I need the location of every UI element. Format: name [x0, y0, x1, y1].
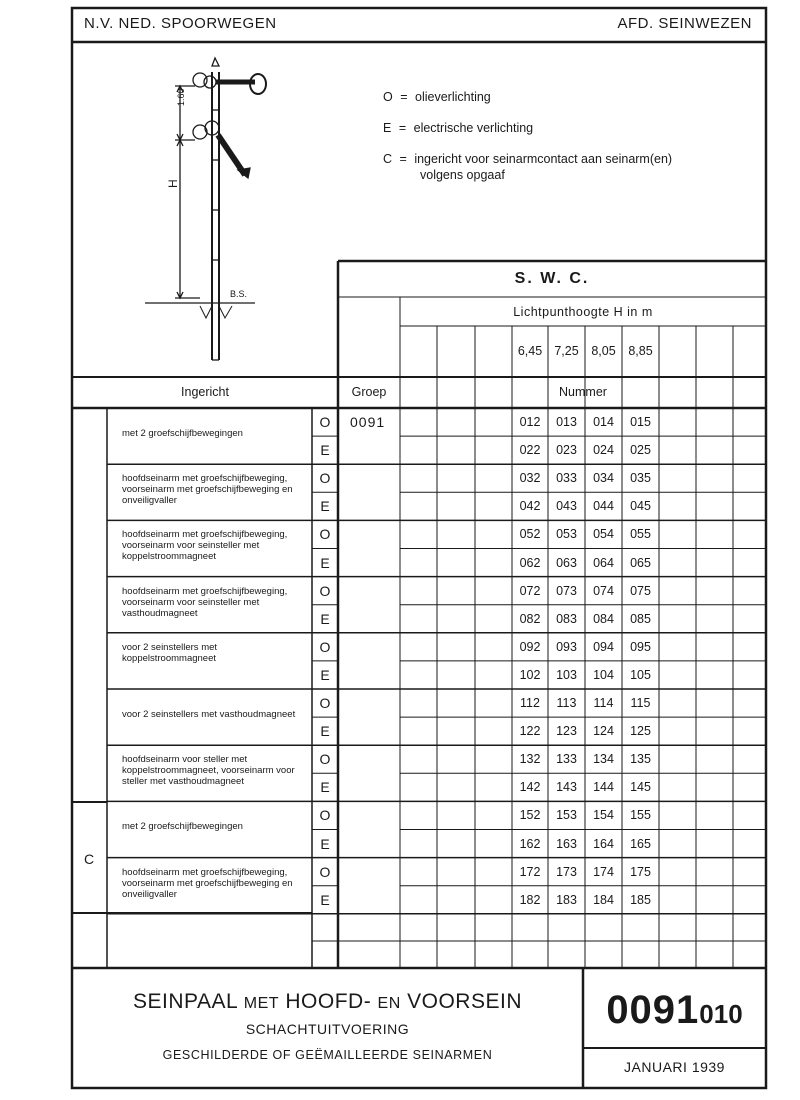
nummer-header: Nummer	[559, 385, 607, 399]
number-cell: 084	[593, 611, 614, 626]
company-name: N.V. NED. SPOORWEGEN	[84, 15, 277, 32]
department-name: AFD. SEINWEZEN	[617, 15, 752, 32]
number-cell: 055	[630, 527, 651, 542]
oil-light-marker: O	[319, 526, 331, 543]
row-description: hoofdseinarm met groefschijfbeweging, voorseinarm voor seinsteller met koppelstroommagneet	[122, 529, 288, 563]
legend-key: C	[383, 152, 393, 166]
number-cell: 095	[630, 639, 651, 654]
legend-c	[383, 152, 672, 166]
footer-title	[72, 990, 583, 1014]
signal-mast-drawing	[145, 58, 266, 360]
drawing-date: JANUARI 1939	[624, 1059, 725, 1075]
groep-value: 0091	[350, 414, 386, 430]
number-cell: 174	[593, 864, 614, 879]
footer-subtitle: SCHACHTUITVOERING	[245, 1021, 410, 1037]
number-cell: 134	[593, 752, 614, 767]
number-cell: 175	[630, 864, 651, 879]
number-cell: 042	[519, 499, 541, 514]
number-cell: 053	[556, 527, 577, 542]
row-description: hoofdseinarm voor steller met koppelstroommagneet, voorseinarm voor steller met vasthoudmagneet	[122, 754, 295, 788]
number-cell: 072	[519, 583, 541, 598]
number-cell: 173	[556, 864, 577, 879]
number-cell: 133	[556, 752, 577, 767]
oil-light-marker: O	[319, 638, 331, 655]
number-cell: 142	[519, 780, 541, 795]
drawing-code	[583, 988, 766, 1033]
number-cell: 145	[630, 780, 651, 795]
row-description: hoofdseinarm met groefschijfbeweging, voorseinarm met groefschijfbeweging en onveiligvaller	[122, 866, 293, 900]
number-cell: 092	[519, 639, 541, 654]
electric-light-marker: E	[320, 779, 330, 796]
dim-160-label: 1.60	[176, 88, 186, 106]
number-cell: 022	[519, 443, 541, 458]
number-cell: 043	[556, 499, 577, 514]
number-cell: 103	[556, 667, 577, 682]
number-cell: 122	[519, 724, 541, 739]
drawing-code-suffix: 010	[699, 999, 743, 1029]
number-cell: 172	[519, 864, 541, 879]
height-value: 7,25	[554, 344, 579, 358]
footer-title-a: SEINPAAL	[133, 990, 238, 1013]
footer-title-b: HOOFD-	[285, 990, 372, 1013]
height-value: 6,45	[517, 344, 543, 358]
footer-title-met: MET	[243, 995, 280, 1012]
row-description: met 2 groefschijfbewegingen	[122, 821, 243, 833]
electric-light-marker: E	[320, 891, 330, 908]
number-cell: 094	[593, 639, 614, 654]
number-cell: 035	[630, 471, 651, 486]
oil-light-marker: O	[319, 807, 331, 824]
number-cell: 064	[593, 555, 614, 570]
number-cell: 113	[556, 696, 577, 710]
electric-light-marker: E	[320, 554, 330, 571]
number-cell: 143	[556, 780, 577, 795]
legend-eq: =	[399, 152, 407, 166]
number-cell: 085	[630, 611, 651, 626]
number-cell: 032	[519, 471, 541, 486]
number-cell: 012	[519, 415, 541, 429]
number-cell: 153	[556, 808, 577, 823]
number-cell: 115	[630, 696, 651, 710]
footer-title-c: VOORSEIN	[407, 990, 522, 1013]
c-marker: C	[84, 851, 95, 867]
number-cell: 163	[556, 836, 577, 851]
legend-eq: =	[400, 90, 408, 104]
number-cell: 044	[593, 499, 614, 514]
height-value: 8,05	[591, 344, 616, 358]
number-cell: 184	[593, 892, 614, 907]
number-cell: 183	[556, 892, 577, 907]
number-cell: 102	[519, 667, 541, 682]
number-cell: 105	[630, 667, 651, 682]
row-description: voor 2 seinstellers met koppelstroommagneet	[122, 641, 218, 664]
oil-light-marker: O	[319, 751, 331, 768]
number-cell: 052	[519, 527, 541, 542]
number-cell: 124	[593, 724, 614, 739]
number-cell: 162	[519, 836, 541, 851]
row-description: hoofdseinarm met groefschijfbeweging, voorseinarm voor seinsteller met vasthoudmagneet	[122, 585, 288, 619]
row-description: met 2 groefschijfbewegingen	[122, 428, 243, 439]
legend-text: olieverlichting	[415, 90, 491, 104]
number-cell: 164	[593, 836, 614, 851]
number-cell: 165	[630, 836, 651, 851]
electric-light-marker: E	[320, 442, 330, 459]
dim-h-label: H	[166, 179, 180, 188]
footer-line3: GESCHILDERDE OF GEËMAILLEERDE SEINARMEN	[162, 1048, 493, 1062]
number-cell: 013	[556, 415, 577, 429]
number-cell: 093	[556, 639, 577, 654]
groep-header: Groep	[351, 385, 387, 399]
number-cell: 114	[593, 696, 614, 710]
number-cell: 155	[630, 808, 651, 823]
electric-light-marker: E	[320, 723, 330, 740]
number-cell: 154	[593, 808, 614, 823]
oil-light-marker: O	[319, 695, 331, 711]
number-cell: 033	[556, 471, 577, 486]
legend-o	[383, 90, 491, 104]
oil-light-marker: O	[319, 582, 331, 599]
number-cell: 034	[593, 471, 614, 486]
number-cell: 015	[630, 415, 651, 429]
number-cell: 014	[593, 415, 614, 429]
number-cell: 054	[593, 527, 614, 542]
bs-label: B.S.	[230, 289, 248, 299]
height-value: 8,85	[628, 344, 653, 358]
footer-title-en: EN	[377, 995, 401, 1012]
number-cell: 132	[519, 752, 541, 767]
legend-key: E	[383, 121, 392, 135]
electric-light-marker: E	[320, 610, 330, 627]
number-cell: 082	[519, 611, 541, 626]
oil-light-marker: O	[319, 414, 331, 430]
ingericht-header: Ingericht	[181, 385, 229, 399]
legend-text: ingericht voor seinarmcontact aan seinarm(en)	[414, 152, 673, 166]
height-subtitle: Lichtpunthoogte H in m	[513, 305, 653, 319]
number-cell: 083	[556, 611, 577, 626]
number-cell: 023	[556, 443, 577, 458]
legend-c-line2: volgens opgaaf	[420, 168, 505, 182]
legend-text: electrische verlichting	[413, 121, 534, 135]
number-cell: 065	[630, 555, 651, 570]
row-description: voor 2 seinstellers met vasthoudmagneet	[122, 709, 296, 720]
electric-light-marker: E	[320, 835, 330, 852]
oil-light-marker: O	[319, 863, 331, 880]
number-cell: 024	[593, 443, 614, 458]
oil-light-marker: O	[319, 470, 331, 487]
number-cell: 045	[630, 499, 651, 514]
table-title: S. W. C.	[514, 270, 590, 287]
number-cell: 104	[593, 667, 614, 682]
electric-light-marker: E	[320, 498, 330, 515]
number-cell: 152	[519, 808, 541, 823]
number-cell: 073	[556, 583, 577, 598]
number-cell: 135	[630, 752, 651, 767]
number-cell: 185	[630, 892, 651, 907]
drawing-code-main: 0091	[606, 988, 700, 1032]
electric-light-marker: E	[320, 666, 330, 683]
number-cell: 125	[630, 724, 651, 739]
legend-e	[383, 121, 533, 135]
number-cell: 112	[520, 696, 540, 710]
number-cell: 123	[556, 724, 577, 739]
number-cell: 144	[593, 780, 614, 795]
legend-key: O	[383, 90, 393, 104]
number-cell: 062	[519, 555, 541, 570]
legend-eq: =	[398, 121, 407, 135]
number-cell: 074	[593, 583, 614, 598]
number-cell: 182	[519, 892, 541, 907]
number-cell: 025	[630, 443, 651, 458]
number-cell: 063	[556, 555, 577, 570]
number-cell: 075	[630, 583, 651, 598]
row-description: hoofdseinarm met groefschijfbeweging, voorseinarm met groefschijfbeweging en onveiligvaller	[122, 473, 293, 507]
